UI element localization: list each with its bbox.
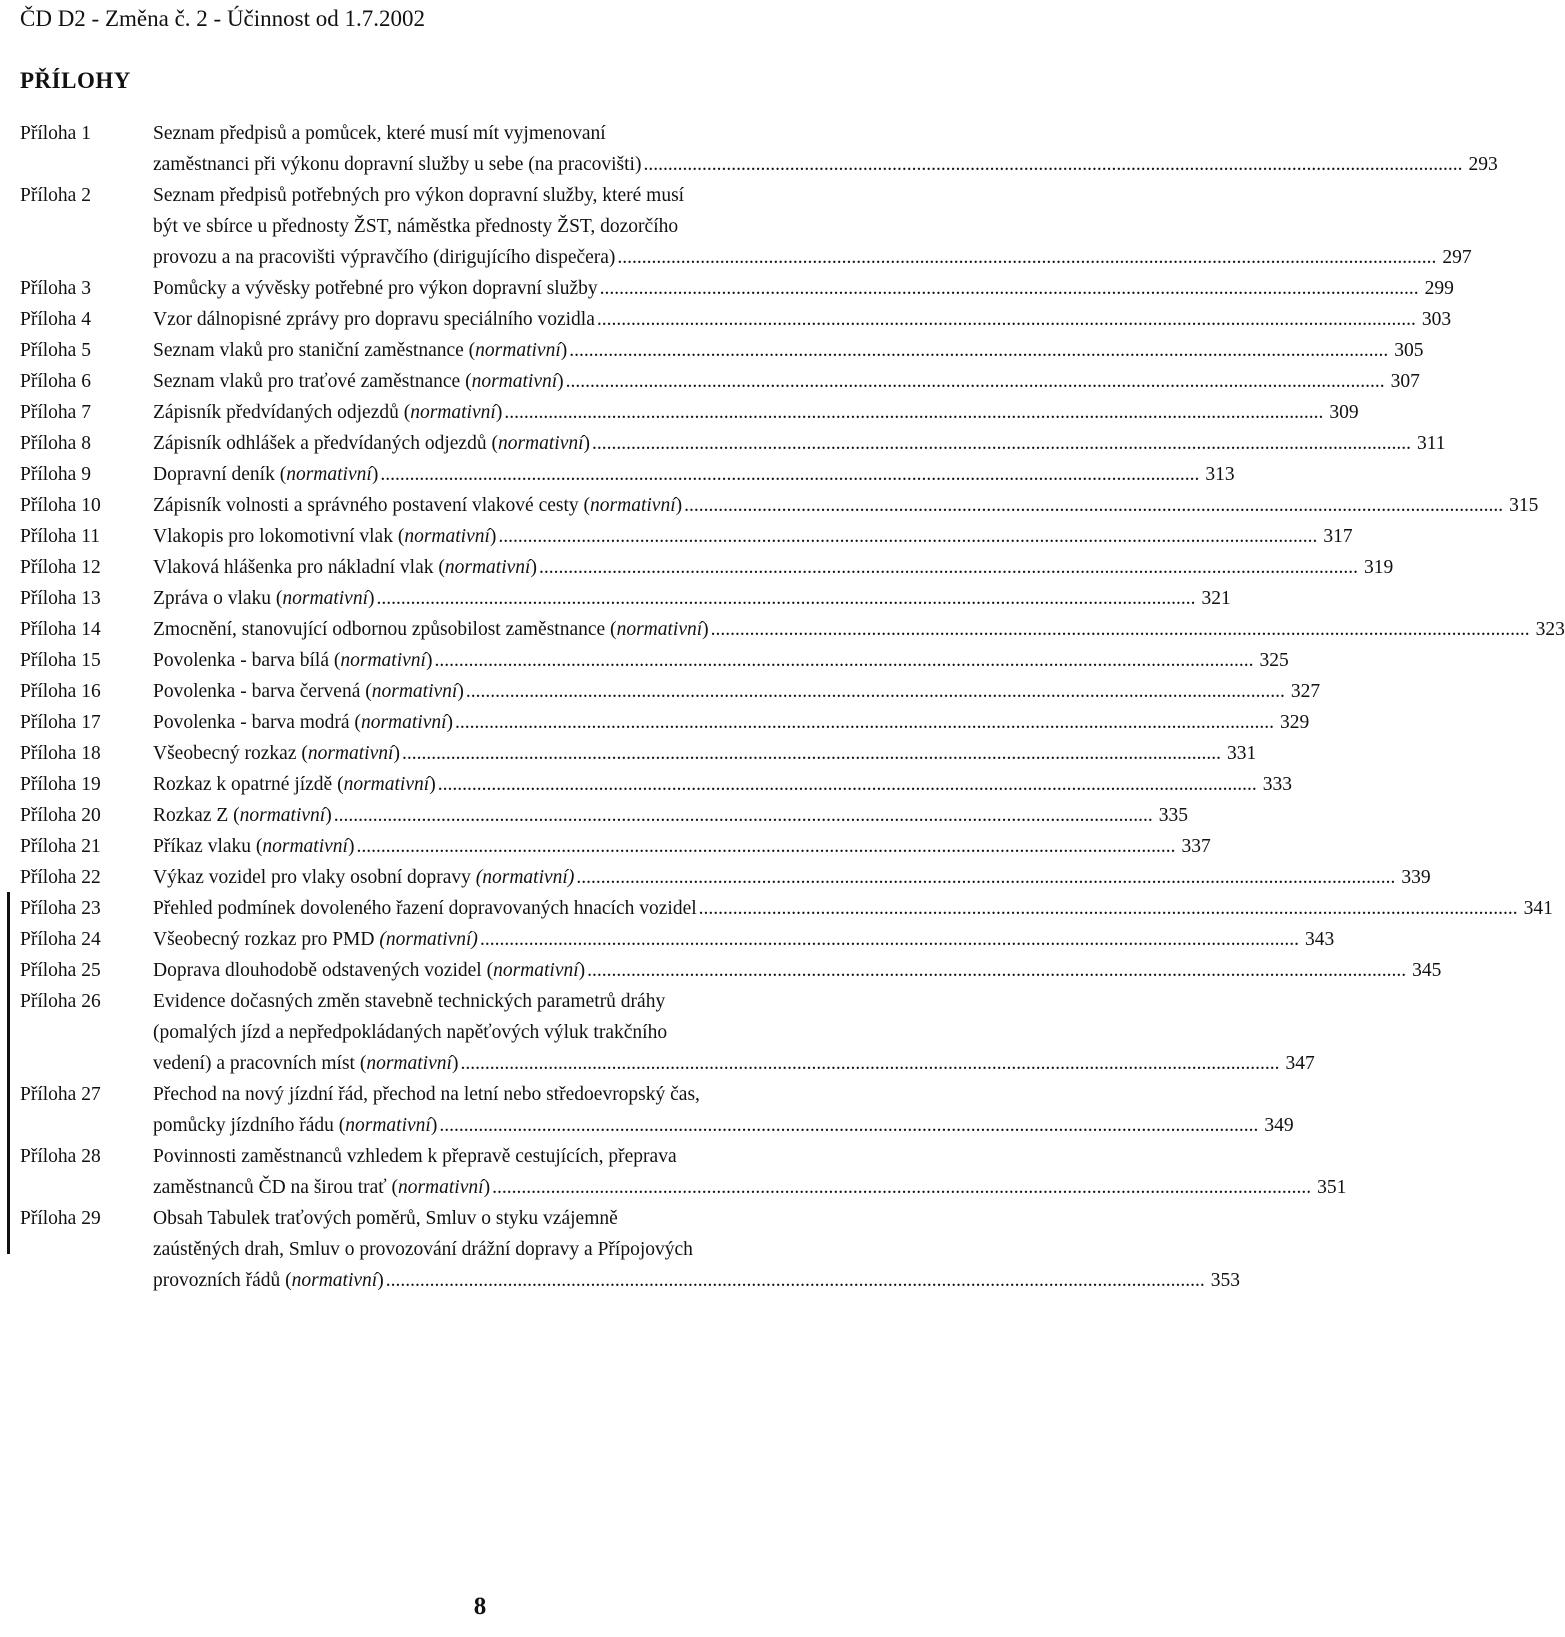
appendix-title-last-line [153, 428, 1446, 459]
page-reference: 343 [1304, 929, 1335, 950]
appendix-label: Příloha 18 [20, 743, 101, 764]
dot-leader: ........................................................................................................................................................................ [569, 340, 1389, 361]
appendix-title-line: zaústěných drah, Smluv o provozování drážní dopravy a Přípojových [153, 1239, 693, 1260]
title-suffix: ) [325, 805, 332, 826]
title-text: zaměstnanci při výkonu dopravní služby u sebe (na pracovišti) [153, 154, 642, 175]
appendix-title-line: Evidence dočasných změn stavebně technických parametrů dráhy [153, 991, 666, 1012]
page-reference: 311 [1417, 433, 1446, 454]
title-text: zaměstnanců ČD na širou trať ( [153, 1177, 398, 1198]
title-text: Doprava dlouhodobě odstavených vozidel ( [153, 960, 494, 981]
appendix-title-text [153, 397, 502, 428]
appendix-title [153, 180, 1472, 273]
normative-marker: normativní [343, 774, 430, 795]
dot-leader: ........................................................................................................................................................................ [592, 433, 1412, 454]
appendix-title [153, 924, 1335, 955]
dot-leader: ........................................................................................................................................................................ [401, 743, 1221, 764]
appendix-label: Příloha 19 [20, 774, 101, 795]
toc-entry [20, 862, 1431, 893]
appendix-title-text [153, 273, 598, 304]
appendix-label: Příloha 26 [20, 991, 101, 1012]
dot-leader: ........................................................................................................................................................................ [504, 402, 1324, 423]
dot-leader: ........................................................................................................................................................................ [333, 805, 1153, 826]
dot-leader: ........................................................................................................................................................................ [376, 588, 1196, 609]
dot-leader: ........................................................................................................................................................................ [479, 929, 1299, 950]
normative-marker: normativní [371, 681, 458, 702]
toc-entry [20, 397, 1359, 428]
title-text: Dopravní deník ( [153, 464, 287, 485]
page-reference: 297 [1442, 247, 1472, 268]
normative-marker: normativní [291, 1270, 378, 1291]
appendix-title-last-line [153, 955, 1442, 986]
appendix-label: Příloha 10 [20, 495, 101, 516]
dot-leader: ........................................................................................................................................................................ [439, 1115, 1259, 1136]
title-text: Všeobecný rozkaz pro PMD [153, 929, 380, 950]
page-reference: 335 [1158, 805, 1188, 826]
dot-leader: ........................................................................................................................................................................ [434, 650, 1254, 671]
title-text: Rozkaz k opatrné jízdě ( [153, 774, 344, 795]
title-text: Seznam vlaků pro traťové zaměstnance ( [153, 371, 472, 392]
toc-entry [20, 800, 1188, 831]
page-reference: 351 [1317, 1177, 1347, 1198]
appendix-title [153, 738, 1257, 769]
dot-leader: ........................................................................................................................................................................ [698, 898, 1518, 919]
appendix-title-last-line [153, 893, 1553, 924]
appendix-title [153, 397, 1359, 428]
appendix-label: Příloha 2 [20, 185, 91, 206]
appendix-title-last-line [153, 397, 1359, 428]
page-reference: 305 [1394, 340, 1424, 361]
page-reference: 327 [1290, 681, 1321, 702]
toc-entry [20, 490, 1539, 521]
appendix-title-line: být ve sbírce u přednosty ŽST, náměstka přednosty ŽST, dozorčího [153, 216, 679, 237]
appendix-label: Příloha 29 [20, 1208, 101, 1229]
toc-entry [20, 180, 1472, 273]
dot-leader: ........................................................................................................................................................................ [599, 278, 1419, 299]
appendix-title-text [153, 490, 682, 521]
appendix-label: Příloha 16 [20, 681, 101, 702]
title-text: Přehled podmínek dovoleného řazení dopravovaných hnacích vozidel [153, 898, 697, 919]
appendix-title-line: Přechod na nový jízdní řád, přechod na letní nebo středoevropský čas, [153, 1084, 700, 1105]
normative-marker: normativní [397, 1177, 484, 1198]
toc-entry [20, 738, 1257, 769]
appendix-label: Příloha 20 [20, 805, 101, 826]
dot-leader: ........................................................................................................................................................................ [617, 247, 1437, 268]
appendix-label: Příloha 17 [20, 712, 101, 733]
appendix-title [153, 862, 1431, 893]
title-text: Vlakopis pro lokomotivní vlak ( [153, 526, 405, 547]
title-text: Zápisník odhlášek a předvídaných odjezdů ( [153, 433, 498, 454]
toc-entry [20, 583, 1231, 614]
page-reference: 329 [1280, 712, 1310, 733]
appendix-title-last-line [153, 769, 1292, 800]
appendix-title [153, 1203, 1240, 1296]
appendix-title-last-line [153, 1172, 1347, 1203]
section-title: PŘÍLOHY [20, 68, 131, 93]
title-suffix: ) [530, 557, 537, 578]
title-suffix: ) [560, 340, 568, 361]
title-text: Pomůcky a vývěsky potřebné pro výkon dopravní služby [153, 278, 598, 299]
appendix-title-last-line [153, 304, 1452, 335]
appendix-label: Příloha 27 [20, 1084, 101, 1105]
toc-entry [20, 676, 1321, 707]
title-suffix: ) [425, 650, 433, 671]
dot-leader: ........................................................................................................................................................................ [710, 619, 1530, 640]
page-number: 8 [473, 1593, 487, 1620]
page-reference: 341 [1523, 898, 1553, 919]
appendix-title-text [153, 1110, 437, 1141]
toc-entry [20, 521, 1353, 552]
appendix-title [153, 552, 1394, 583]
appendix-title-text [153, 955, 585, 986]
appendix-label: Příloha 4 [20, 309, 91, 330]
appendix-title [153, 428, 1446, 459]
appendix-title-last-line [153, 1265, 1240, 1296]
appendix-title-last-line [153, 707, 1310, 738]
page-reference: 337 [1181, 836, 1211, 857]
dot-leader: ........................................................................................................................................................................ [492, 1177, 1312, 1198]
appendix-title-text [153, 645, 432, 676]
appendix-title-last-line [153, 676, 1321, 707]
dot-leader: ........................................................................................................................................................................ [565, 371, 1385, 392]
title-text: Povolenka - barva červená ( [153, 681, 372, 702]
dot-leader: ........................................................................................................................................................................ [465, 681, 1285, 702]
appendix-title-text [153, 707, 453, 738]
appendix-title-text [153, 676, 464, 707]
normative-marker: normativní [366, 1053, 452, 1074]
appendix-title-text [153, 552, 537, 583]
title-text: vedení) a pracovních míst ( [153, 1053, 367, 1074]
toc-entry [20, 118, 1498, 180]
dot-leader: ........................................................................................................................................................................ [380, 464, 1200, 485]
appendix-title [153, 521, 1353, 552]
appendix-title-text [153, 149, 641, 180]
appendix-label: Příloha 12 [20, 557, 101, 578]
page-reference: 323 [1535, 619, 1565, 640]
normative-marker: normativní [239, 805, 326, 826]
title-text: Všeobecný rozkaz ( [153, 743, 308, 764]
appendix-label: Příloha 28 [20, 1146, 101, 1167]
appendix-title [153, 273, 1454, 304]
toc-entry [20, 831, 1211, 862]
title-text: Rozkaz Z ( [153, 805, 240, 826]
normative-marker: normativní [360, 712, 447, 733]
appendix-label: Příloha 14 [20, 619, 101, 640]
appendix-title [153, 459, 1235, 490]
appendix-title [153, 335, 1424, 366]
toc-entry [20, 645, 1289, 676]
title-text: Povolenka - barva bílá ( [153, 650, 341, 671]
title-suffix: ) [347, 836, 355, 857]
appendix-title-last-line [153, 614, 1565, 645]
document-header: ČD D2 - Změna č. 2 - Účinnost od 1.7.2002 [20, 6, 425, 31]
appendix-title-last-line [153, 1110, 1294, 1141]
dot-leader: ........................................................................................................................................................................ [587, 960, 1407, 981]
appendix-label: Příloha 9 [20, 464, 91, 485]
appendix-title [153, 1079, 1294, 1141]
page-reference: 293 [1468, 154, 1498, 175]
title-suffix: ) [702, 619, 709, 640]
toc-entry [20, 366, 1420, 397]
title-suffix: ) [377, 1270, 384, 1291]
appendix-title [153, 893, 1553, 924]
normative-marker: normativní [497, 433, 584, 454]
title-suffix: ) [483, 1177, 491, 1198]
normative-marker: normativní [307, 743, 394, 764]
appendix-list [20, 118, 1565, 1296]
appendix-title-last-line [153, 924, 1335, 955]
title-text: Příkaz vlaku ( [153, 836, 263, 857]
appendix-title-text [153, 366, 564, 397]
appendix-title [153, 769, 1292, 800]
dot-leader: ........................................................................................................................................................................ [385, 1270, 1205, 1291]
normative-marker: (normativní) [475, 867, 575, 888]
appendix-title [153, 304, 1452, 335]
appendix-title [153, 490, 1539, 521]
title-suffix: ) [446, 712, 454, 733]
title-text: Zpráva o vlaku ( [153, 588, 283, 609]
page-reference: 319 [1363, 557, 1394, 578]
title-suffix: ) [368, 588, 375, 609]
title-suffix: ) [457, 681, 464, 702]
appendix-label: Příloha 23 [20, 898, 101, 919]
title-suffix: ) [429, 774, 436, 795]
appendix-title-last-line [153, 242, 1472, 273]
title-text: Seznam vlaků pro staniční zaměstnance ( [153, 340, 476, 361]
toc-entry [20, 1203, 1240, 1296]
appendix-title-last-line [153, 335, 1424, 366]
toc-entry [20, 459, 1235, 490]
dot-leader: ........................................................................................................................................................................ [684, 495, 1504, 516]
normative-marker: normativní [616, 619, 703, 640]
normative-marker: normativní [404, 526, 490, 547]
title-text: Zmocnění, stanovující odbornou způsobilost zaměstnance ( [153, 619, 617, 640]
title-text: Vzor dálnopisné zprávy pro dopravu speciálního vozidla [153, 309, 595, 330]
appendix-title-line: Povinnosti zaměstnanců vzhledem k přepravě cestujících, přeprava [153, 1146, 677, 1167]
page-reference: 307 [1390, 371, 1420, 392]
page-reference: 321 [1201, 588, 1231, 609]
appendix-title-text [153, 521, 496, 552]
appendix-title [153, 707, 1310, 738]
toc-entry [20, 428, 1446, 459]
title-suffix: ) [489, 526, 497, 547]
title-text: provozu a na pracovišti výpravčího (dirigujícího dispečera) [153, 247, 616, 268]
toc-entry [20, 955, 1442, 986]
appendix-title-text [153, 1265, 384, 1296]
appendix-title-line: Seznam předpisů potřebných pro výkon dopravní služby, které musí [153, 185, 685, 206]
dot-leader: ........................................................................................................................................................................ [356, 836, 1176, 857]
normative-marker: (normativní) [379, 929, 478, 950]
toc-entry [20, 1141, 1347, 1203]
appendix-label: Příloha 11 [20, 526, 100, 547]
appendix-title-text [153, 893, 697, 924]
toc-entry [20, 893, 1553, 924]
appendix-label: Příloha 3 [20, 278, 91, 299]
normative-marker: normativní [340, 650, 426, 671]
appendix-title [153, 676, 1321, 707]
change-bar [7, 892, 10, 1254]
appendix-title-text [153, 428, 590, 459]
page-reference: 309 [1329, 402, 1359, 423]
appendix-title-text [153, 614, 709, 645]
toc-entry [20, 924, 1335, 955]
title-suffix: ) [451, 1053, 459, 1074]
dot-leader: ........................................................................................................................................................................ [643, 154, 1463, 175]
normative-marker: normativní [590, 495, 676, 516]
appendix-title-last-line [153, 862, 1431, 893]
appendix-title-text [153, 862, 574, 893]
appendix-title-text [153, 1048, 458, 1079]
appendix-title [153, 800, 1188, 831]
normative-marker: normativní [282, 588, 369, 609]
title-suffix: ) [495, 402, 503, 423]
page-reference: 347 [1285, 1053, 1315, 1074]
page-reference: 339 [1401, 867, 1431, 888]
appendix-title-text [153, 335, 567, 366]
title-suffix: ) [675, 495, 683, 516]
appendix-title-last-line [153, 490, 1539, 521]
title-text: provozních řádů ( [153, 1270, 292, 1291]
normative-marker: normativní [471, 371, 558, 392]
appendix-label: Příloha 7 [20, 402, 91, 423]
title-text: pomůcky jízdního řádu ( [153, 1115, 346, 1136]
appendix-label: Příloha 24 [20, 929, 101, 950]
title-suffix: ) [371, 464, 379, 485]
appendix-title [153, 118, 1498, 180]
dot-leader: ........................................................................................................................................................................ [596, 309, 1416, 330]
appendix-title-last-line [153, 645, 1289, 676]
appendix-title [153, 955, 1442, 986]
appendix-title-line: Obsah Tabulek traťových poměrů, Smluv o styku vzájemně [153, 1208, 618, 1229]
appendix-title-last-line [153, 800, 1188, 831]
appendix-label: Příloha 22 [20, 867, 101, 888]
appendix-title-text [153, 738, 400, 769]
appendix-title-last-line [153, 831, 1211, 862]
page-reference: 349 [1264, 1115, 1294, 1136]
appendix-label: Příloha 8 [20, 433, 91, 454]
appendix-label: Příloha 13 [20, 588, 101, 609]
page-reference: 353 [1210, 1270, 1240, 1291]
appendix-label: Příloha 6 [20, 371, 91, 392]
appendix-title [153, 986, 1315, 1079]
appendix-title-line: (pomalých jízd a nepředpokládaných napěťových výluk trakčního [153, 1022, 668, 1043]
toc-entry [20, 769, 1292, 800]
appendix-title [153, 583, 1231, 614]
appendix-title-text [153, 459, 378, 490]
appendix-title [153, 614, 1565, 645]
appendix-title-last-line [153, 1048, 1315, 1079]
appendix-label: Příloha 15 [20, 650, 101, 671]
page-reference: 333 [1262, 774, 1292, 795]
appendix-title [153, 831, 1211, 862]
page-reference: 315 [1509, 495, 1539, 516]
toc-entry [20, 273, 1454, 304]
appendix-title-last-line [153, 583, 1231, 614]
appendix-title [153, 645, 1289, 676]
normative-marker: normativní [475, 340, 561, 361]
title-text: Zápisník volnosti a správného postavení vlakové cesty ( [153, 495, 591, 516]
toc-entry [20, 335, 1424, 366]
appendix-title-last-line [153, 149, 1498, 180]
title-suffix: ) [583, 433, 591, 454]
appendix-title-last-line [153, 366, 1420, 397]
page-reference: 325 [1259, 650, 1289, 671]
appendix-title-last-line [153, 273, 1454, 304]
appendix-title [153, 366, 1420, 397]
title-suffix: ) [430, 1115, 438, 1136]
normative-marker: normativní [444, 557, 531, 578]
page-reference: 313 [1205, 464, 1235, 485]
dot-leader: ........................................................................................................................................................................ [498, 526, 1318, 547]
title-text: Zápisník předvídaných odjezdů ( [153, 402, 411, 423]
page-reference: 345 [1412, 960, 1442, 981]
normative-marker: normativní [493, 960, 579, 981]
dot-leader: ........................................................................................................................................................................ [538, 557, 1358, 578]
toc-entry [20, 614, 1565, 645]
appendix-title-last-line [153, 521, 1353, 552]
appendix-title-text [153, 304, 595, 335]
dot-leader: ........................................................................................................................................................................ [455, 712, 1275, 733]
page-reference: 317 [1323, 526, 1353, 547]
toc-entry [20, 1079, 1294, 1141]
dot-leader: ........................................................................................................................................................................ [576, 867, 1396, 888]
toc-entry [20, 707, 1310, 738]
page-reference: 303 [1421, 309, 1452, 330]
page-reference: 299 [1424, 278, 1454, 299]
toc-entry [20, 986, 1315, 1079]
normative-marker: normativní [410, 402, 496, 423]
title-text: Vlaková hlášenka pro nákladní vlak ( [153, 557, 445, 578]
normative-marker: normativní [345, 1115, 431, 1136]
title-text: Povolenka - barva modrá ( [153, 712, 361, 733]
title-suffix: ) [393, 743, 400, 764]
title-suffix: ) [557, 371, 564, 392]
appendix-title-text [153, 924, 478, 955]
appendix-title-text [153, 831, 354, 862]
appendix-title-last-line [153, 738, 1257, 769]
appendix-title-last-line [153, 459, 1235, 490]
appendix-label: Příloha 21 [20, 836, 101, 857]
toc-entry [20, 552, 1394, 583]
title-suffix: ) [578, 960, 586, 981]
appendix-title-text [153, 242, 615, 273]
normative-marker: normativní [286, 464, 372, 485]
appendix-title-text [153, 583, 375, 614]
appendix-label: Příloha 25 [20, 960, 101, 981]
appendix-title-text [153, 800, 332, 831]
title-text: Výkaz vozidel pro vlaky osobní dopravy [153, 867, 476, 888]
normative-marker: normativní [262, 836, 348, 857]
appendix-title [153, 1141, 1347, 1203]
appendix-title-text [153, 769, 436, 800]
page-reference: 331 [1226, 743, 1257, 764]
toc-entry [20, 304, 1452, 335]
appendix-label: Příloha 1 [20, 123, 91, 144]
appendix-title-text [153, 1172, 490, 1203]
appendix-title-line: Seznam předpisů a pomůcek, které musí mít vyjmenovaní [153, 123, 606, 144]
dot-leader: ........................................................................................................................................................................ [437, 774, 1257, 795]
dot-leader: ........................................................................................................................................................................ [460, 1053, 1280, 1074]
appendix-label: Příloha 5 [20, 340, 91, 361]
appendix-title-last-line [153, 552, 1394, 583]
